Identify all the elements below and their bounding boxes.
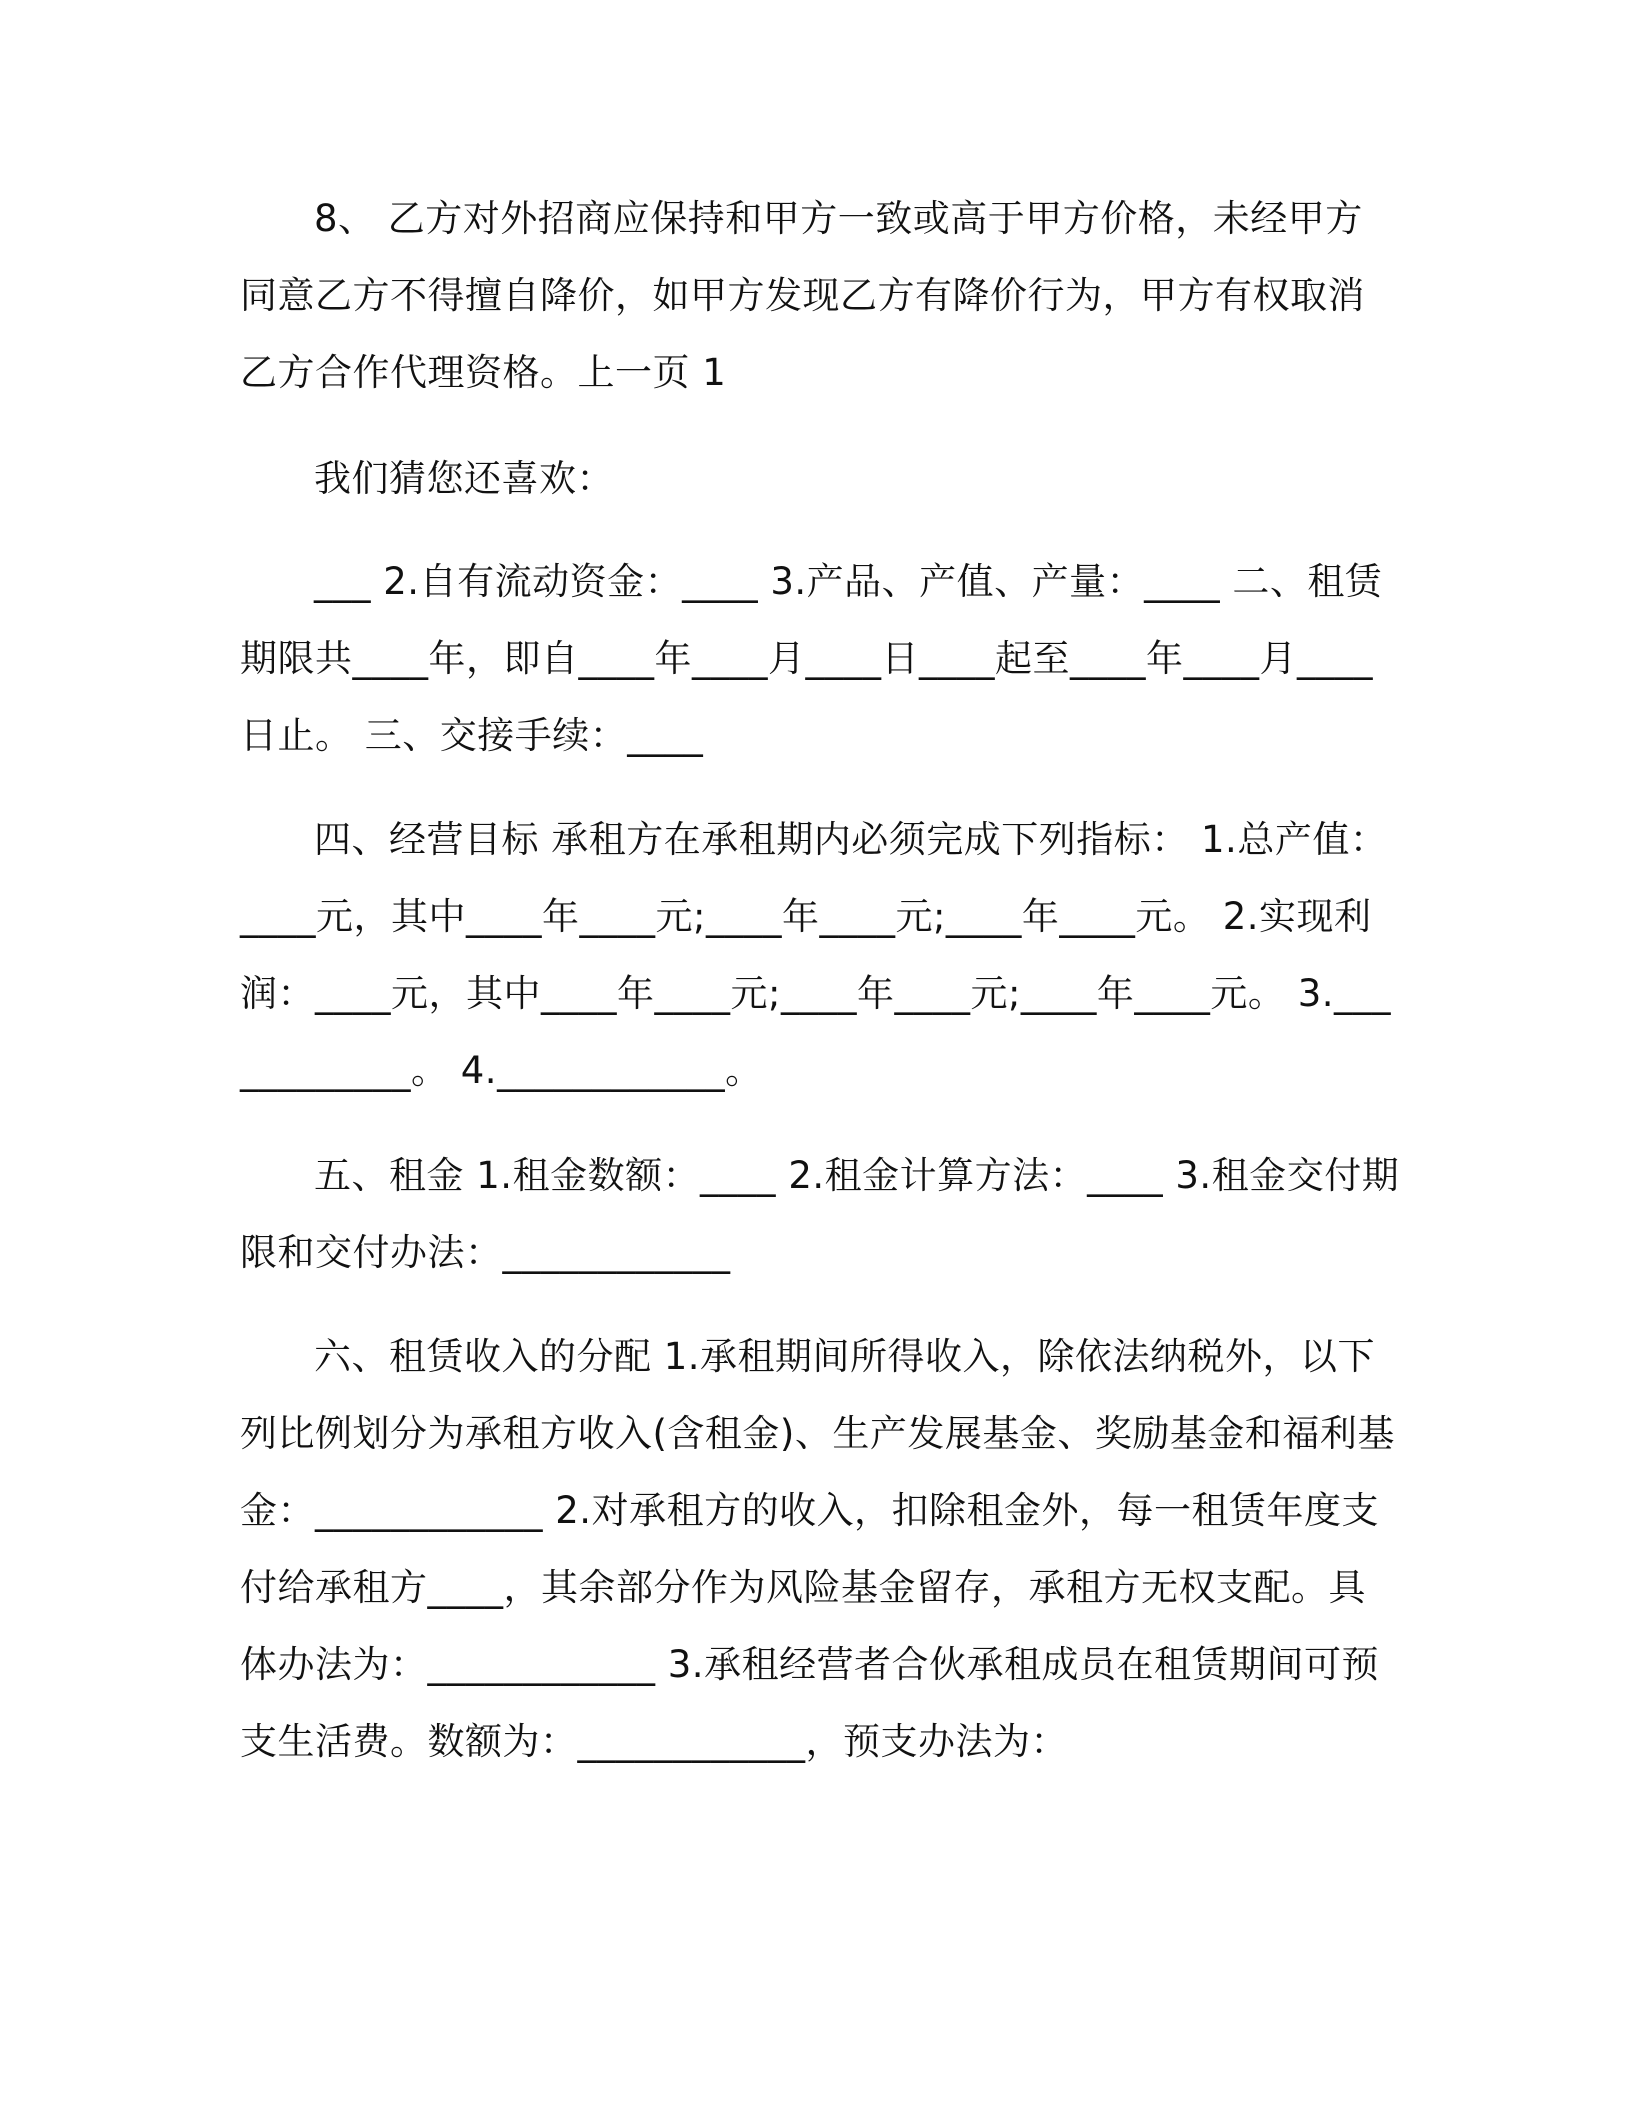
paragraph-lease-term: ___ 2.自有流动资金：____ 3.产品、产值、产量：____ 二、租赁期限共____年，即自____年____月____日____起至____年____月____日止。 三、交接手续：____ — [240, 560, 1383, 757]
paragraph-business-targets: 四、经营目标 承租方在承租期内必须完成下列指标： 1.总产值：____元，其中____年____元;____年____元;____年____元。 2.实现利润：____元，其中____年____元;____年____元;____年____元。 3.____________。 4.____________。 — [240, 818, 1391, 1092]
paragraph-rent: 五、租金 1.租金数额：____ 2.租金计算方法：____ 3.租金交付期限和交付办法：____________ — [240, 1154, 1400, 1274]
paragraph-income-distribution: 六、租赁收入的分配 1.承租期间所得收入，除依法纳税外，以下列比例划分为承租方收入(含租金)、生产发展基金、奖励基金和福利基金：____________ 2.对承租方的收入，扣除租金外，每一租赁年度支付给承租方____，其余部分作为风险基金留存，承租方无权支配。具体办法为：____________ 3.承租经营者合伙承租成员在租赁期间可预支生活费。数额为：____________，预支办法为： — [240, 1335, 1395, 1763]
paragraph-recommend: 我们猜您还喜欢： — [314, 457, 614, 500]
paragraph-8-pricing: 8、 乙方对外招商应保持和甲方一致或高于甲方价格，未经甲方同意乙方不得擅自降价，如甲方发现乙方有降价行为，甲方有权取消乙方合作代理资格。上一页 1 — [240, 197, 1365, 394]
